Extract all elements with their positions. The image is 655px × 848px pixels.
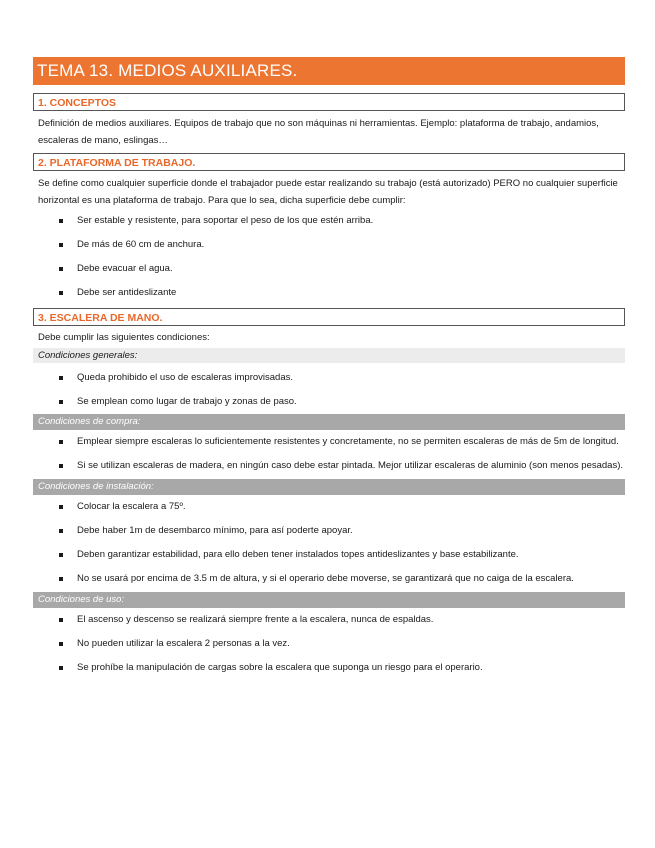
subheading-condiciones-generales: Condiciones generales: [33,348,625,363]
bullet-icon [59,243,63,247]
bullet-icon [59,440,63,444]
bullet-icon [59,291,63,295]
bullet-icon [59,219,63,223]
bullet-icon [59,376,63,380]
bullet-list [33,215,625,299]
list-item: Ser estable y resistente, para soportar el peso de los que estén arriba. [33,215,625,227]
list-item: Si se utilizan escaleras de madera, en ningún caso debe estar pintada. Mejor utilizar escaleras de aluminio (son menos pesadas). [33,460,625,472]
paragraph-line: Se define como cualquier superficie donde el trabajador puede estar realizando su trabajo (está autorizado) PERO no cualquier superficie [38,178,618,189]
bullet-icon [59,505,63,509]
paragraph-line: escaleras de mano, eslingas… [38,135,168,146]
list-item: Deben garantizar estabilidad, para ello deben tener instalados topes antideslizantes y base estabilizante. [33,549,625,561]
bullet-icon [59,529,63,533]
bullet-list [33,501,625,585]
list-item: Se prohíbe la manipulación de cargas sobre la escalera que suponga un riesgo para el operario. [33,662,625,674]
list-item: Emplear siempre escaleras lo suficientemente resistentes y concretamente, no se permiten escaleras de más de 5m de longitud. [33,436,625,448]
bullet-icon [59,666,63,670]
subheading-condiciones-instalacion: Condiciones de instalación: [33,479,625,495]
section-intro: Debe cumplir las siguientes condiciones: [38,332,210,343]
section-heading-conceptos: 1. CONCEPTOS [33,93,625,111]
list-item: Se emplean como lugar de trabajo y zonas de paso. [33,396,625,408]
subheading-condiciones-uso: Condiciones de uso: [33,592,625,608]
bullet-icon [59,464,63,468]
bullet-list [33,436,625,472]
bullet-icon [59,577,63,581]
bullet-icon [59,553,63,557]
list-item: Queda prohibido el uso de escaleras improvisadas. [33,372,625,384]
paragraph-line: horizontal es una plataforma de trabajo. Para que lo sea, dicha superficie debe cumplir: [38,195,406,206]
bullet-icon [59,400,63,404]
section-heading-escalera: 3. ESCALERA DE MANO. [33,308,625,326]
list-item: El ascenso y descenso se realizará siempre frente a la escalera, nunca de espaldas. [33,614,625,626]
bullet-list [33,372,625,408]
subheading-condiciones-compra: Condiciones de compra: [33,414,625,430]
list-item: Debe evacuar el agua. [33,263,625,275]
list-item: De más de 60 cm de anchura. [33,239,625,251]
section-heading-plataforma: 2. PLATAFORMA DE TRABAJO. [33,153,625,171]
document-page [33,57,625,674]
list-item: Debe haber 1m de desembarco mínimo, para así poderte apoyar. [33,525,625,537]
list-item: No se usará por encima de 3.5 m de altura, y si el operario debe moverse, se garantizará que no caiga de la escalera. [33,573,625,585]
bullet-icon [59,267,63,271]
list-item: Colocar la escalera a 75º. [33,501,625,513]
bullet-icon [59,618,63,622]
bullet-icon [59,642,63,646]
list-item: Debe ser antideslizante [33,287,625,299]
list-item: No pueden utilizar la escalera 2 personas a la vez. [33,638,625,650]
paragraph-line: Definición de medios auxiliares. Equipos de trabajo que no son máquinas ni herramientas. Ejemplo: plataforma de trabajo, andamios, [38,118,599,129]
bullet-list [33,614,625,674]
document-title: TEMA 13. MEDIOS AUXILIARES. [33,57,625,85]
